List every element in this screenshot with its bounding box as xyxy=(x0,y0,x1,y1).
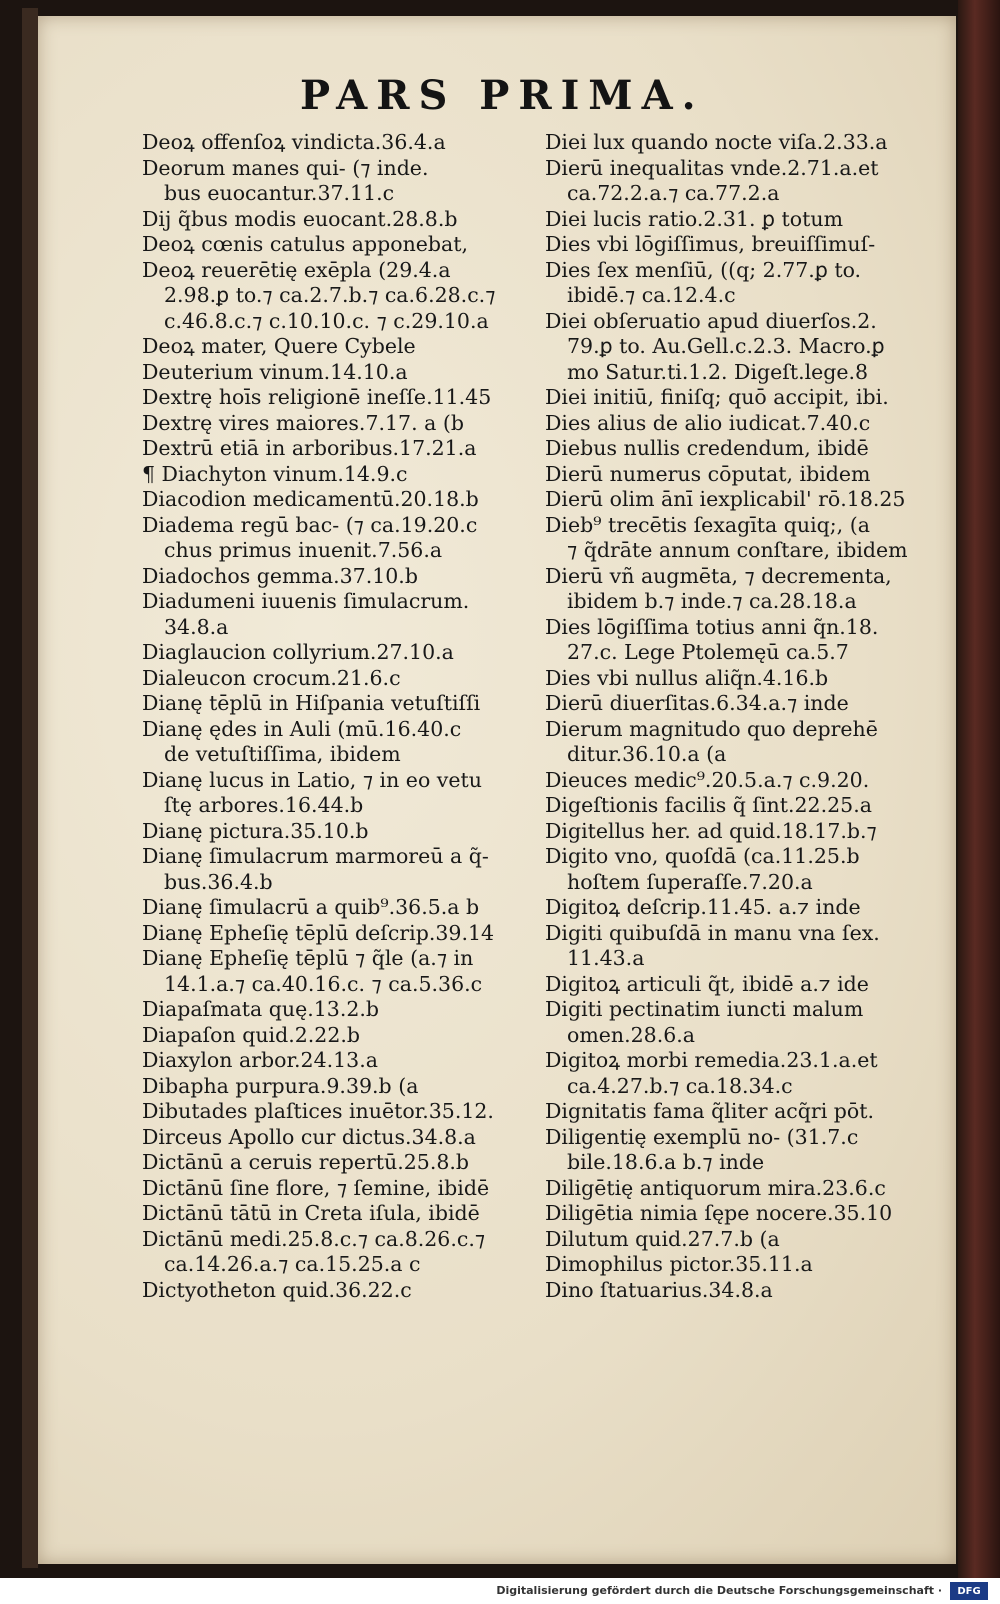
index-entry: mo Satur.ti.1.2. Digeſt.lege.8 xyxy=(567,359,869,384)
index-entry: Dierū inequalitas vnde.2.71.a.et xyxy=(545,155,879,180)
index-entry: bile.18.6.a b.⁊ inde xyxy=(567,1150,765,1174)
index-column-right xyxy=(545,130,940,1303)
index-entry: Digeſtionis facilis q̃ ſint.22.25.a xyxy=(545,793,872,817)
index-entry: Diaxylon arbor.24.13.a xyxy=(142,1048,378,1072)
index-entry: ca.72.2.a.⁊ ca.77.2.a xyxy=(567,181,780,205)
index-entry: Dimophilus pictor.35.11.a xyxy=(545,1252,813,1276)
index-entry: 11.43.a xyxy=(567,946,645,970)
index-entry: Diadumeni iuuenis ſimulacrum. xyxy=(142,589,470,613)
index-entry: 79.ꝑ to. Au.Gell.c.2.3. Macro.ꝑ xyxy=(567,334,885,358)
index-entry: Diadochos gemma.37.10.b xyxy=(142,563,418,588)
book-edge-left xyxy=(22,8,38,1568)
index-entry: Diligētia nimia ſępe nocere.35.10 xyxy=(545,1201,893,1225)
digitization-footer xyxy=(0,1578,1000,1604)
index-entry: ſtę arbores.16.44.b xyxy=(164,793,364,817)
index-entry: Diei lucis ratio.2.31. ꝑ totum xyxy=(545,206,844,231)
index-entry: Digitoꝝ morbi remedia.23.1.a.et xyxy=(545,1048,878,1072)
index-column-left xyxy=(142,130,537,1303)
index-entry: Dictānū tātū in Creta iſula, ibidē xyxy=(142,1201,480,1225)
index-entry: Diei obſeruatio apud diuerſos.2. xyxy=(545,308,877,333)
index-entry: Dies lōgiſſima totius anni q̃n.18. xyxy=(545,614,879,639)
index-entry: chus primus inuenit.7.56.a xyxy=(164,538,443,562)
index-entry: de vetuſtiſſima, ibidem xyxy=(164,742,401,766)
index-entry: Deoꝝ cœnis catulus apponebat, xyxy=(142,232,469,256)
index-entry: Dextrū etiā in arboribus.17.21.a xyxy=(142,436,477,460)
index-entry: Dierū numerus cōputat, ibidem xyxy=(545,461,871,486)
index-entry: ibidem b.⁊ inde.⁊ ca.28.18.a xyxy=(567,589,857,613)
index-entry: Dirceus Apollo cur dictus.34.8.a xyxy=(142,1124,476,1149)
index-entry: Digitoꝝ deſcrip.11.45. a.⁊ inde xyxy=(545,895,861,919)
index-entry: Dilutum quid.27.7.b (a xyxy=(545,1226,780,1251)
index-entry: Dino ſtatuarius.34.8.a xyxy=(545,1277,773,1302)
index-entry: Deoꝝ mater, Quere Cybele xyxy=(142,334,416,358)
index-entry: Dictānū ſine flore, ⁊ ſemine, ibidē xyxy=(142,1175,490,1200)
index-entry: Diebus nullis credendum, ibidē xyxy=(545,436,869,460)
page-header: PARS PRIMA. xyxy=(300,72,705,119)
index-entry: ca.4.27.b.⁊ ca.18.34.c xyxy=(567,1073,793,1098)
index-entry: Dianę ſimulacrum marmoreū a q̃- xyxy=(142,844,489,868)
index-entry: Deorum manes qui- (⁊ inde. xyxy=(142,155,429,180)
index-entry: Dierū vñ augmēta, ⁊ decrementa, xyxy=(545,563,892,588)
index-entry: Dianę tēplū in Hiſpania vetuſtiſſi xyxy=(142,691,481,715)
index-entry: Dictānū medi.25.8.c.⁊ ca.8.26.c.⁊ xyxy=(142,1226,486,1251)
index-entry: Digiti pectinatim iuncti malum xyxy=(545,997,864,1021)
index-entry: Deoꝝ offenſoꝝ vindicta.36.4.a xyxy=(142,130,446,154)
index-entry: 14.1.a.⁊ ca.40.16.c. ⁊ ca.5.36.c xyxy=(164,971,483,996)
index-entry: Diligētię antiquorum mira.23.6.c xyxy=(545,1175,886,1200)
index-entry: Dierum magnitudo quo deprehē xyxy=(545,716,878,741)
index-entry: Dierū diuerſitas.6.34.a.⁊ inde xyxy=(545,691,849,715)
index-entry: bus euocantur.37.11.c xyxy=(164,181,395,205)
index-entry: 27.c. Lege Ptolemęū ca.5.7 xyxy=(567,640,849,664)
index-entry: Dextrę hoīs religionē ineſſe.11.45 xyxy=(142,385,492,409)
index-entry: Dieuces medic⁹.20.5.a.⁊ c.9.20. xyxy=(545,767,870,792)
dfg-logo: DFG xyxy=(950,1582,988,1600)
index-entry: ¶ Diachyton vinum.14.9.c xyxy=(142,461,408,486)
index-entry: Dianę pictura.35.10.b xyxy=(142,818,369,843)
index-entry: Dij q̃bus modis euocant.28.8.b xyxy=(142,206,458,231)
index-entry: Diaglaucion collyrium.27.10.a xyxy=(142,640,454,664)
index-entry: Diadema regū bac- (⁊ ca.19.20.c xyxy=(142,512,478,537)
index-entry: Diei lux quando nocte viſa.2.33.a xyxy=(545,130,888,154)
index-entry: Dextrę vires maiores.7.17. a (b xyxy=(142,410,464,435)
index-entry: ditur.36.10.a (a xyxy=(567,742,727,766)
index-entry: Digitoꝝ articuli q̃t, ibidē a.⁊ ide xyxy=(545,971,869,996)
index-entry: Dianę Epheſię tēplū deſcrip.39.14 xyxy=(142,920,495,945)
index-entry: ibidē.⁊ ca.12.4.c xyxy=(567,283,736,307)
index-entry: Digiti quibuſdā in manu vna ſex. xyxy=(545,920,880,945)
index-entry: Dierū olim ānī iexplicabil' rō.18.25 xyxy=(545,487,906,511)
index-entry: ca.14.26.a.⁊ ca.15.25.a c xyxy=(164,1252,421,1276)
footer-credit: Digitalisierung gefördert durch die Deutsche Forschungsgemeinschaft · xyxy=(496,1584,942,1597)
index-entry: ⁊ q̃drāte annum conſtare, ibidem xyxy=(567,538,908,562)
index-entry: c.46.8.c.⁊ c.10.10.c. ⁊ c.29.10.a xyxy=(164,308,489,333)
index-entry: Dictānū a ceruis repertū.25.8.b xyxy=(142,1150,470,1174)
book-edge-right xyxy=(958,0,1000,1578)
index-entry: Dignitatis fama q̃liter acq̃ri pōt. xyxy=(545,1099,874,1123)
index-entry: Dibutades plaſtices inuētor.35.12. xyxy=(142,1099,494,1123)
index-entry: Dies vbi lōgiſſimus, breuiſſimuſ- xyxy=(545,232,876,256)
index-entry: 34.8.a xyxy=(164,614,229,639)
index-entry: Dies vbi nullus aliq̃n.4.16.b xyxy=(545,665,829,690)
index-entry: Deoꝝ reuerētię exēpla (29.4.a xyxy=(142,257,451,282)
index-entry: Dies ſex menſiū, ((q; 2.77.ꝑ to. xyxy=(545,257,862,282)
index-entry: Digitellus her. ad quid.18.17.b.⁊ xyxy=(545,818,877,843)
index-entry: hoſtem ſuperaſſe.7.20.a xyxy=(567,869,813,894)
index-entry: Diapaſmata quę.13.2.b xyxy=(142,997,380,1021)
index-entry: Dictyotheton quid.36.22.c xyxy=(142,1277,412,1302)
index-entry: Digito vno, quoſdā (ca.11.25.b xyxy=(545,844,860,868)
index-entry: Dieb⁹ trecētis ſexagīta quiq;, (a xyxy=(545,512,870,537)
index-entry: omen.28.6.a xyxy=(567,1022,696,1047)
index-entry: Deuterium vinum.14.10.a xyxy=(142,359,408,384)
index-entry: Diligentię exemplū no- (31.7.c xyxy=(545,1124,859,1149)
index-entry: bus.36.4.b xyxy=(164,869,273,894)
index-entry: Dianę Epheſię tēplū ⁊ q̃le (a.⁊ in xyxy=(142,946,474,970)
index-entry: Diapaſon quid.2.22.b xyxy=(142,1022,361,1047)
index-entry: Dies alius de alio iudicat.7.40.c xyxy=(545,410,871,435)
index-entry: 2.98.ꝑ to.⁊ ca.2.7.b.⁊ ca.6.28.c.⁊ xyxy=(164,283,496,307)
index-entry: Diacodion medicamentū.20.18.b xyxy=(142,487,479,511)
index-entry: Dibapha purpura.9.39.b (a xyxy=(142,1073,419,1098)
index-entry: Dialeucon crocum.21.6.c xyxy=(142,665,401,690)
index-entry: Dianę ſimulacrū a quib⁹.36.5.a b xyxy=(142,895,480,919)
index-entry: Dianę lucus in Latio, ⁊ in eo vetu xyxy=(142,767,482,792)
index-entry: Dianę ędes in Auli (mū.16.40.c xyxy=(142,716,462,741)
index-entry: Diei initiū, finiſq; quō accipit, ibi. xyxy=(545,385,889,409)
